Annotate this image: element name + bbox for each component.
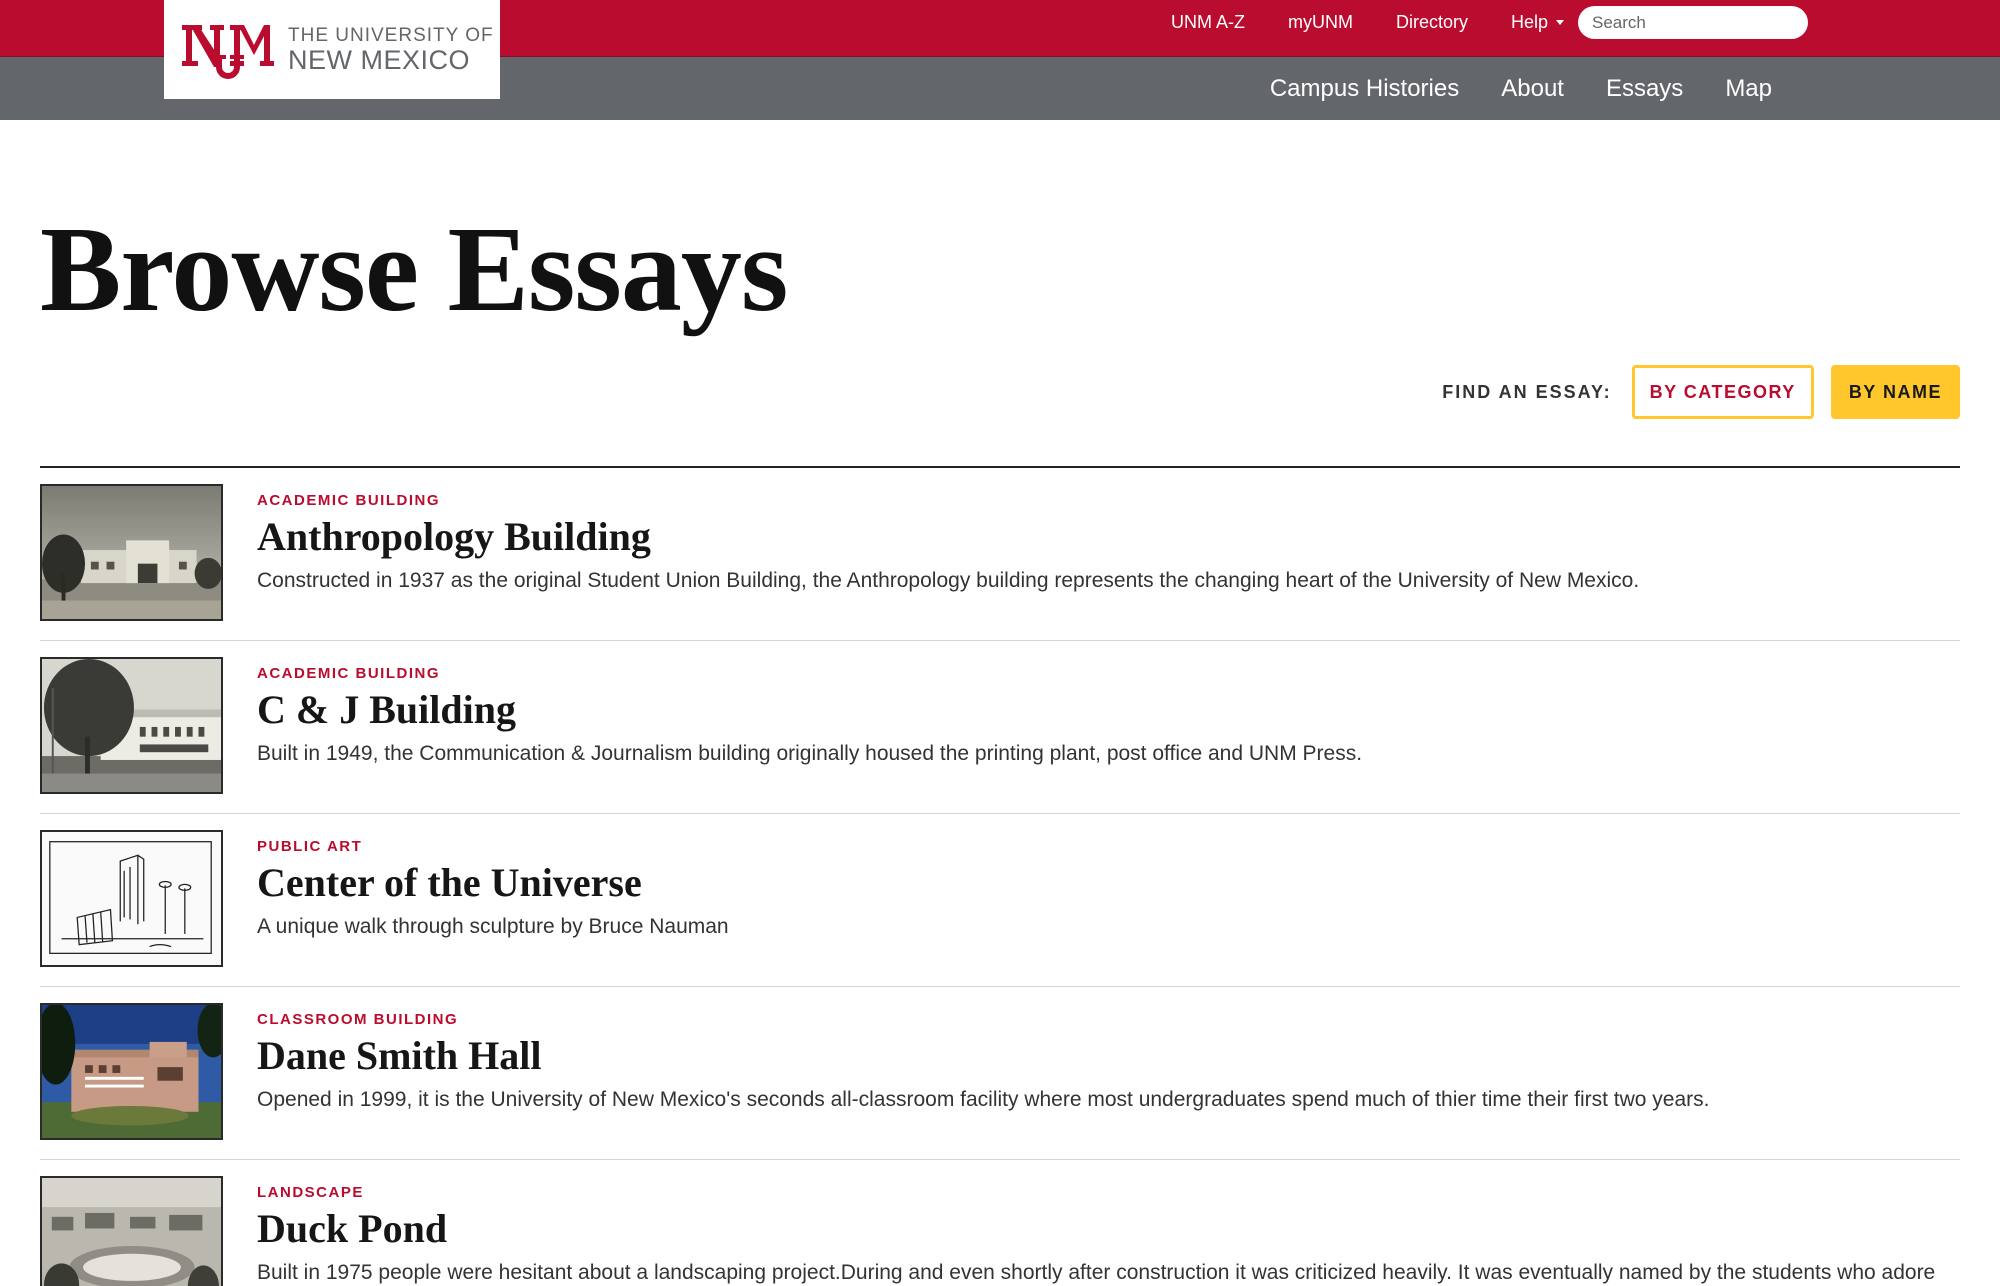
utility-links [1128, 0, 1564, 44]
essay-category: LANDSCAPE [257, 1184, 364, 1201]
link-myunm[interactable]: myUNM [1287, 11, 1353, 32]
essay-list [40, 468, 1960, 1286]
essay-thumbnail[interactable] [40, 830, 223, 967]
help-dropdown[interactable] [1511, 12, 1564, 33]
essay-thumbnail[interactable] [40, 1176, 223, 1286]
essay-text [257, 1005, 1960, 1112]
essay-description: A unique walk through sculpture by Bruce Nauman [257, 915, 729, 938]
by-name-button[interactable]: BY NAME [1831, 365, 1960, 419]
logo-wordmark [288, 26, 494, 74]
pen-sketch [42, 832, 221, 965]
color-building-photo [42, 1005, 221, 1138]
nav-about[interactable]: About [1501, 74, 1564, 102]
essay-description: Opened in 1999, it is the University of New Mexico's seconds all-classroom facility where most undergraduates spend much of thier time their first two years. [257, 1088, 1710, 1111]
list-item[interactable] [40, 814, 1960, 987]
essay-category: ACADEMIC BUILDING [257, 492, 440, 509]
essay-text [257, 659, 1960, 766]
essay-category: ACADEMIC BUILDING [257, 665, 440, 682]
essay-category: CLASSROOM BUILDING [257, 1011, 459, 1028]
list-item[interactable] [40, 1160, 1960, 1286]
search-input[interactable] [1592, 13, 1813, 33]
essay-description: Built in 1949, the Communication & Journalism building originally housed the printing plant, post office and UNM Press. [257, 742, 1363, 765]
page-title: Browse Essays [40, 202, 788, 337]
essay-title[interactable]: Anthropology Building [257, 514, 651, 559]
essay-description: Constructed in 1937 as the original Student Union Building, the Anthropology building represents the changing heart of the University of New Mexico. [257, 569, 1640, 592]
by-category-button[interactable]: BY CATEGORY [1632, 365, 1814, 419]
unm-logo[interactable] [164, 0, 500, 99]
sepia-building-photo [42, 486, 221, 619]
aerial-photo [42, 1178, 221, 1286]
essay-title[interactable]: Dane Smith Hall [257, 1033, 542, 1078]
unm-logo-icon [180, 19, 276, 81]
essay-thumbnail[interactable] [40, 657, 223, 794]
bw-building-photo [42, 659, 221, 792]
nav-map[interactable]: Map [1725, 74, 1772, 102]
logo-line-1: THE UNIVERSITY OF [288, 24, 494, 46]
list-item[interactable] [40, 468, 1960, 641]
essay-thumbnail[interactable] [40, 484, 223, 621]
list-item[interactable] [40, 987, 1960, 1160]
link-directory[interactable]: Directory [1395, 11, 1468, 32]
help-label: Help [1510, 11, 1548, 32]
find-essay-bar [1442, 365, 1960, 419]
nav-campus-histories[interactable]: Campus Histories [1269, 74, 1460, 102]
essay-category: PUBLIC ART [257, 838, 363, 855]
essay-text [257, 486, 1960, 593]
find-essay-label: FIND AN ESSAY: [1442, 381, 1612, 402]
essay-title[interactable]: Duck Pond [257, 1206, 448, 1251]
essay-title[interactable]: Center of the Universe [257, 860, 642, 905]
essay-description: Built in 1975 people were hesitant about a landscaping project.During and even shortly after construction it was criticized heavily. It was eventually named by the students who adore [257, 1261, 1936, 1284]
logo-line-2: NEW MEXICO [288, 44, 471, 75]
link-unm-a-z[interactable]: UNM A-Z [1170, 11, 1245, 32]
chevron-down-icon [1556, 20, 1564, 25]
list-item[interactable] [40, 641, 1960, 814]
main-nav-links [1228, 57, 1772, 120]
essay-text [257, 832, 1960, 939]
essay-title[interactable]: C & J Building [257, 687, 516, 732]
essay-thumbnail[interactable] [40, 1003, 223, 1140]
search-box [1578, 6, 1808, 39]
nav-essays[interactable]: Essays [1605, 74, 1684, 102]
essay-text [257, 1178, 1960, 1285]
